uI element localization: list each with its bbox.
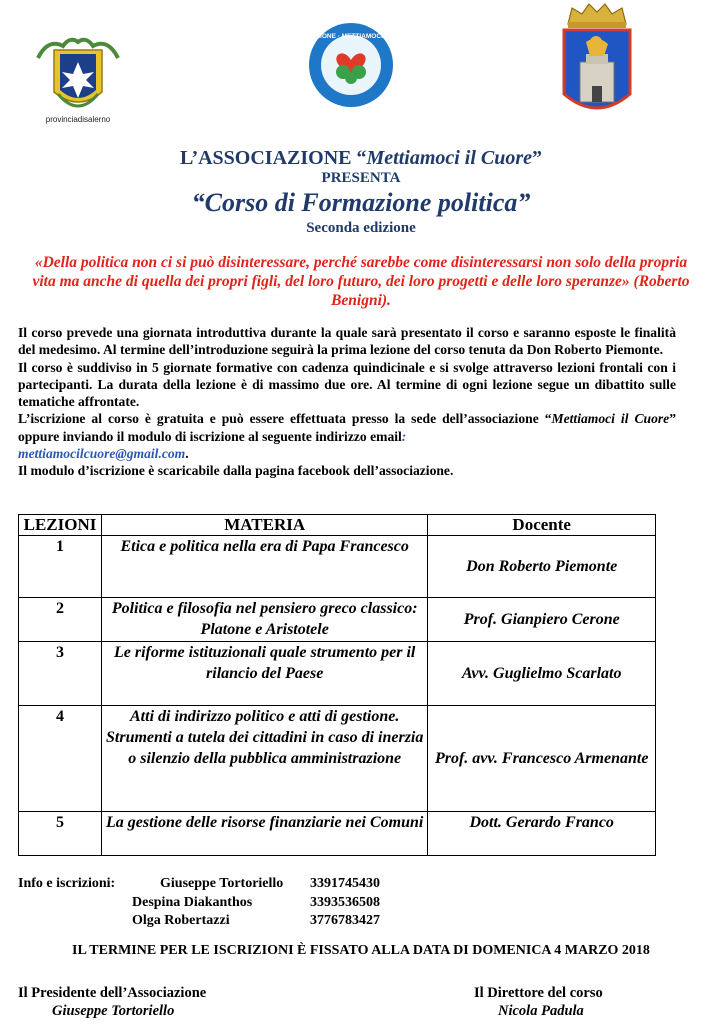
registration-deadline: IL TERMINE PER LE ISCRIZIONI È FISSATO ALLA DATA DI DOMENICA 4 MARZO 2018 xyxy=(72,943,650,958)
table-header-row xyxy=(19,515,656,536)
lesson-number: 1 xyxy=(19,536,102,598)
lesson-teacher: Prof. Gianpiero Cerone xyxy=(428,598,656,642)
lesson-subject: Atti di indirizzo politico e atti di gestione. Strumenti a tutela dei cittadini in caso di inerzia o silenzio della pubblica amministrazione xyxy=(101,706,427,812)
table-row xyxy=(19,536,656,598)
course-title: “Corso di Formazione politica” xyxy=(191,188,531,217)
associazione-ring-text: ASSOCIAZIONE · METTIAMOCI IL CUORE xyxy=(286,33,416,40)
paragraph-download: Il modulo d’iscrizione è scaricabile dalla pagina facebook dell’associazione. xyxy=(18,463,454,479)
paragraph-structure: Il corso è suddiviso in 5 giornate formative con cadenza quindicinale e si svolge attraverso lezioni frontali con i partecipanti. La durata della lezione è di massimo due ore. Al termine di ogni lezione segue un dibattito sulle tematiche affrontate. xyxy=(18,359,676,410)
presenta-line: PRESENTA xyxy=(321,170,401,186)
header-lezioni: LEZIONI xyxy=(19,515,102,536)
lesson-subject: La gestione delle risorse finanziarie nei Comuni xyxy=(101,812,427,856)
contact-phone: 3776783427 xyxy=(310,913,380,928)
contact-phone: 3391745430 xyxy=(310,876,380,891)
associazione-logo xyxy=(286,22,416,108)
header-docente: Docente xyxy=(428,515,656,536)
paragraph-registration: L’iscrizione al corso è gratuita e può essere effettuata presso la sede dell’associazione “Mettiamoci il Cuore” oppure inviando il modulo di iscrizione al seguente indirizzo email: mettiamocilcuore@gmail.com. xyxy=(18,411,676,462)
lesson-teacher: Avv. Guglielmo Scarlato xyxy=(428,642,656,706)
paragraph-intro: Il corso prevede una giornata introduttiva durante la quale sarà presentato il corso e saranno esposte le finalità del medesimo. Al termine dell’introduzione seguirà la prima lezione del corso tenuta da Don Roberto Piemonte. xyxy=(18,325,676,358)
contact-name: Olga Robertazzi xyxy=(132,913,230,928)
course-description xyxy=(18,324,676,480)
lessons-table xyxy=(18,514,656,856)
lesson-number: 2 xyxy=(19,598,102,642)
provincia-salerno-logo xyxy=(28,28,128,128)
lesson-subject: Le riforme istituzionali quale strumento per il rilancio del Paese xyxy=(101,642,427,706)
lesson-number: 4 xyxy=(19,706,102,812)
table-row xyxy=(19,598,656,642)
association-heading: L’ASSOCIAZIONE “Mettiamoci il Cuore” xyxy=(179,147,543,169)
contact-name: Giuseppe Tortoriello xyxy=(160,876,284,891)
provincia-logo-caption: provinciadisalerno xyxy=(45,115,111,124)
email-link[interactable]: mettiamocilcuore@gmail.com xyxy=(18,446,186,462)
lesson-subject: Politica e filosofia nel pensiero greco classico: Platone e Aristotele xyxy=(101,598,427,642)
header-materia: MATERIA xyxy=(101,515,427,536)
lesson-subject: Etica e politica nella era di Papa Francesco xyxy=(101,536,427,598)
contact-name: Despina Diakanthos xyxy=(132,895,253,910)
lesson-teacher: Don Roberto Piemonte xyxy=(428,536,656,598)
director-name: Nicola Padula xyxy=(498,1003,584,1019)
table-row xyxy=(19,706,656,812)
lesson-number: 3 xyxy=(19,642,102,706)
lesson-number: 5 xyxy=(19,812,102,856)
info-label: Info e iscrizioni: xyxy=(18,876,116,891)
edition-label: Seconda edizione xyxy=(306,220,416,236)
lesson-teacher: Prof. avv. Francesco Armenante xyxy=(428,706,656,812)
table-row xyxy=(19,642,656,706)
contact-phone: 3393536508 xyxy=(310,895,380,910)
president-role: Il Presidente dell’Associazione xyxy=(18,985,207,1001)
president-name: Giuseppe Tortoriello xyxy=(52,1003,175,1019)
table-row xyxy=(19,812,656,856)
benigni-quote: «Della politica non ci si può disinteressare, perché sarebbe come disinteressarsi non solo della propria vita ma anche di quella dei propri figli, del loro futuro, dei loro progetti e delle loro speranze» (Roberto Benigni). xyxy=(32,254,690,309)
director-role: Il Direttore del corso xyxy=(474,985,603,1001)
lesson-teacher: Dott. Gerardo Franco xyxy=(428,812,656,856)
comune-coat-of-arms xyxy=(556,2,638,122)
